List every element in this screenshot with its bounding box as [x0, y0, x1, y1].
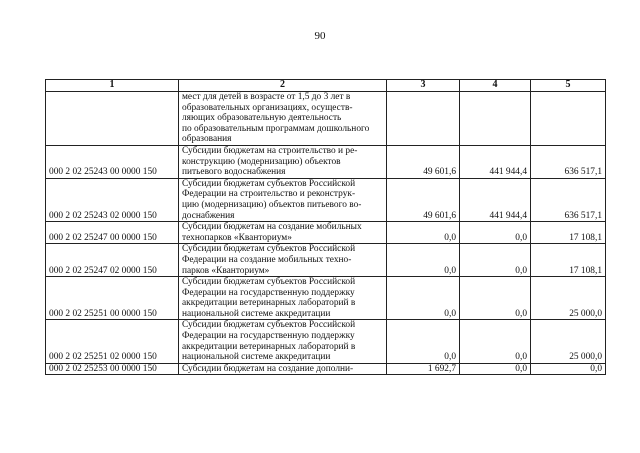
row-description: мест для детей в возрасте от 1,5 до 3 лет в образовательных организациях, осуществ- ляющих образовательную деятельность по образовательным программам дошкольного образования	[179, 92, 387, 146]
page-number: 90	[314, 30, 326, 42]
value-col5: 636 517,1	[531, 145, 606, 178]
table-row	[46, 178, 606, 221]
table-row	[46, 145, 606, 178]
budget-table	[45, 79, 606, 375]
value-col4	[460, 92, 531, 146]
row-description: Субсидии бюджетам субъектов Российской Федерации на строительство и реконструк- цию (модернизацию) объектов питьевого во- доснабжения	[179, 178, 387, 221]
row-description: Субсидии бюджетам на создание мобильных технопарков «Кванториум»	[179, 222, 387, 244]
value-col5	[531, 92, 606, 146]
value-col3: 49 601,6	[387, 178, 460, 221]
value-col4: 441 944,4	[460, 178, 531, 221]
classification-code: 000 2 02 25247 00 0000 150	[46, 222, 179, 244]
value-col4: 0,0	[460, 222, 531, 244]
row-description: Субсидии бюджетам на создание дополни-	[179, 363, 387, 375]
value-col3: 49 601,6	[387, 145, 460, 178]
column-header-3: 3	[387, 80, 460, 92]
table-row	[46, 222, 606, 244]
value-col3: 0,0	[387, 244, 460, 277]
row-description: Субсидии бюджетам субъектов Российской Федерации на государственную поддержку аккредитации ветеринарных лабораторий в национальной системе аккредитации	[179, 277, 387, 320]
value-col3: 0,0	[387, 277, 460, 320]
value-col5: 25 000,0	[531, 320, 606, 363]
classification-code: 000 2 02 25243 02 0000 150	[46, 178, 179, 221]
value-col5: 25 000,0	[531, 277, 606, 320]
column-header-4: 4	[460, 80, 531, 92]
classification-code: 000 2 02 25251 02 0000 150	[46, 320, 179, 363]
column-header-1: 1	[46, 80, 179, 92]
value-col4: 0,0	[460, 244, 531, 277]
column-header-2: 2	[179, 80, 387, 92]
value-col5: 17 108,1	[531, 222, 606, 244]
value-col5: 17 108,1	[531, 244, 606, 277]
value-col5: 0,0	[531, 363, 606, 375]
value-col3: 0,0	[387, 222, 460, 244]
value-col3: 0,0	[387, 320, 460, 363]
classification-code: 000 2 02 25243 00 0000 150	[46, 145, 179, 178]
table-row	[46, 92, 606, 146]
table-row	[46, 320, 606, 363]
row-description: Субсидии бюджетам субъектов Российской Федерации на создание мобильных техно- парков «Кванториум»	[179, 244, 387, 277]
classification-code	[46, 92, 179, 146]
value-col4: 0,0	[460, 363, 531, 375]
column-header-5: 5	[531, 80, 606, 92]
table-header-row	[46, 80, 606, 92]
value-col4: 0,0	[460, 320, 531, 363]
value-col3	[387, 92, 460, 146]
value-col5: 636 517,1	[531, 178, 606, 221]
classification-code: 000 2 02 25247 02 0000 150	[46, 244, 179, 277]
value-col3: 1 692,7	[387, 363, 460, 375]
classification-code: 000 2 02 25251 00 0000 150	[46, 277, 179, 320]
value-col4: 441 944,4	[460, 145, 531, 178]
row-description: Субсидии бюджетам субъектов Российской Федерации на государственную поддержку аккредитации ветеринарных лабораторий в национальной системе аккредитации	[179, 320, 387, 363]
table-row	[46, 277, 606, 320]
table-row	[46, 363, 606, 375]
classification-code: 000 2 02 25253 00 0000 150	[46, 363, 179, 375]
table-row	[46, 244, 606, 277]
value-col4: 0,0	[460, 277, 531, 320]
row-description: Субсидии бюджетам на строительство и ре- конструкцию (модернизацию) объектов питьевого водоснабжения	[179, 145, 387, 178]
